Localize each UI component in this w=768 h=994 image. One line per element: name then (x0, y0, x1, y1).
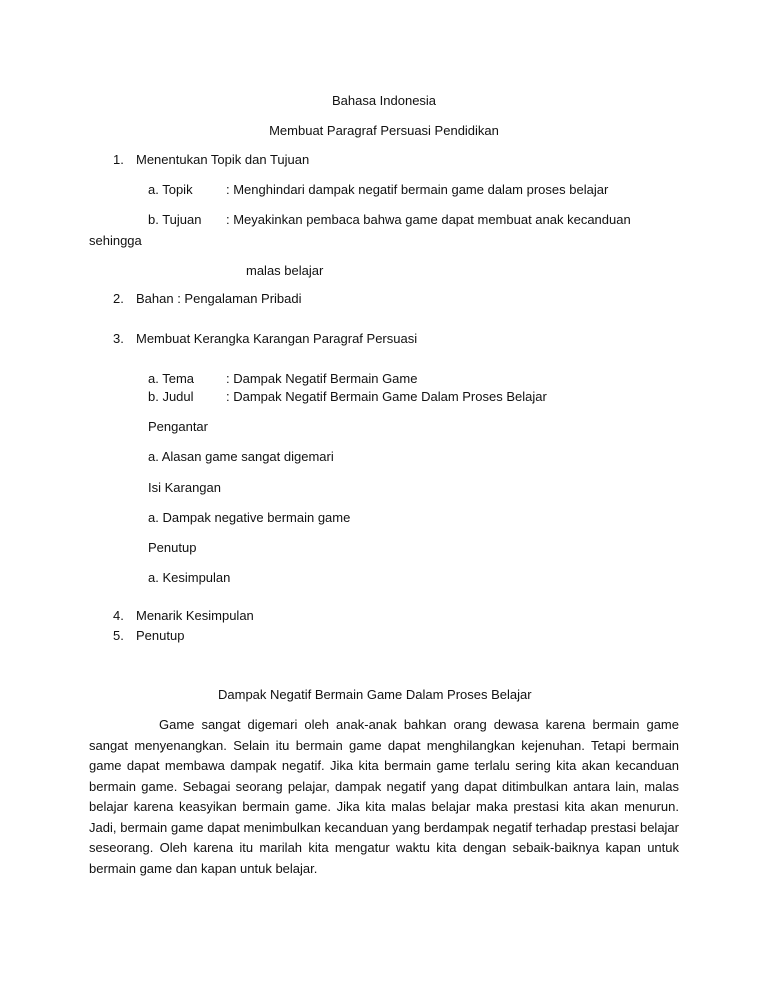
tujuan-label: b. Tujuan (148, 212, 202, 227)
section2-text: Bahan : Pengalaman Pribadi (136, 291, 302, 306)
penutup-heading: Penutup (148, 540, 197, 555)
essay-paragraph-text: Game sangat digemari oleh anak-anak bahkan orang dewasa karena bermain game sangat menyenangkan. Selain itu bermain game dapat menghilangkan kejenuhan. Tetapi bermain game dapat membawa dampak negatif. Jika kita bermain game terlalu sering kita akan kecanduan bermain game. Sebagai seorang pelajar, dampak negatif yang dapat ditimbulkan antara lain, malas belajar karena keasyikan bermain game. Jika kita malas belajar maka prestasi kita akan menurun. Jadi, bermain game dapat menimbulkan kecanduan yang berdampak negatif terhadap prestasi belajar seseorang. Oleh karena itu marilah kita mengatur waktu kita dengan sebaik-baiknya kapan untuk bermain game dan kapan untuk belajar. (89, 717, 679, 876)
section4-text: Menarik Kesimpulan (136, 608, 254, 623)
penutup-item: a. Kesimpulan (148, 570, 231, 585)
tujuan-wrap: sehingga (89, 233, 142, 248)
pengantar-item: a. Alasan game sangat digemari (148, 449, 334, 464)
isi-item: a. Dampak negative bermain game (148, 510, 351, 525)
document-title: Membuat Paragraf Persuasi Pendidikan (269, 123, 499, 138)
pengantar-heading: Pengantar (148, 419, 208, 434)
section4-number: 4. (113, 608, 124, 623)
tema-value: : Dampak Negatif Bermain Game (226, 371, 418, 386)
section5-number: 5. (113, 628, 124, 643)
tujuan-continued: malas belajar (246, 263, 324, 278)
section3-heading: Membuat Kerangka Karangan Paragraf Persuasi (136, 331, 418, 346)
judul-label: b. Judul (148, 389, 194, 404)
essay-paragraph (89, 715, 679, 879)
tema-label: a. Tema (148, 371, 195, 386)
section1-heading: Menentukan Topik dan Tujuan (136, 152, 310, 167)
essay-title: Dampak Negatif Bermain Game Dalam Proses Belajar (218, 687, 532, 702)
section2-number: 2. (113, 291, 124, 306)
judul-value: : Dampak Negatif Bermain Game Dalam Proses Belajar (226, 389, 547, 404)
isi-heading: Isi Karangan (148, 480, 221, 495)
section5-text: Penutup (136, 628, 185, 643)
section1-number: 1. (113, 152, 124, 167)
topik-label: a. Topik (148, 182, 193, 197)
topik-value: : Menghindari dampak negatif bermain game dalam proses belajar (226, 182, 609, 197)
document-subject: Bahasa Indonesia (331, 93, 437, 108)
tujuan-value: : Meyakinkan pembaca bahwa game dapat membuat anak kecanduan (226, 212, 631, 227)
section3-number: 3. (113, 331, 124, 346)
